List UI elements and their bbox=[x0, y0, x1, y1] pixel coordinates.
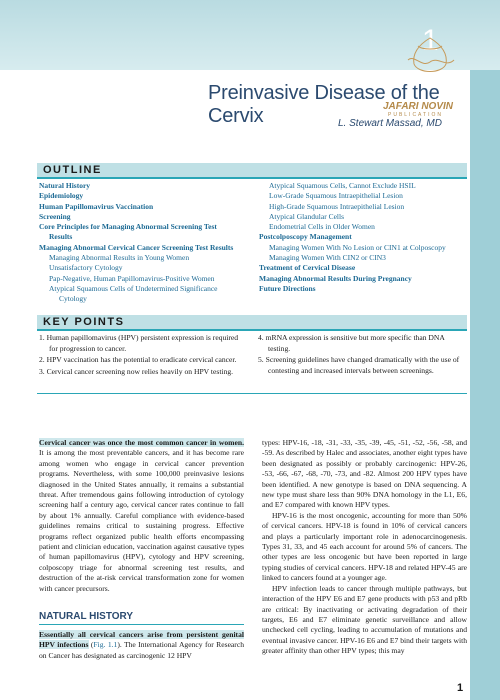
key-point: 2. HPV vaccination has the potential to eradicate cervical cancer. bbox=[39, 355, 237, 365]
outline-heading: OUTLINE bbox=[37, 163, 467, 179]
body-paragraph: HPV-16 is the most oncogenic, accounting for more than 50% of cervical cancers. HPV-18 is found in 10% of cervical cancers and plays a particularly important role in adenocarcinogenesis. Types 31, 33, and 45 each account for around 5% of cancers. The other types are less oncogenic but have been reported in large typing studies of cervical cancers. HPV-18 and related HPV-45 are linked to cancers found at a younger age. bbox=[262, 510, 467, 583]
outline-item[interactable]: Treatment of Cervical Disease bbox=[259, 263, 356, 273]
outline-item[interactable]: Atypical Squamous Cells, Cannot Exclude HSIL bbox=[269, 181, 416, 190]
key-points-column-1 bbox=[39, 333, 244, 378]
outline-item[interactable]: Epidemiology bbox=[39, 191, 84, 201]
outline-item[interactable]: Unsatisfactory Cytology bbox=[49, 263, 123, 273]
outline-item[interactable]: Postcolposcopy Management bbox=[259, 232, 352, 242]
outline-item[interactable]: Managing Abnormal Cervical Cancer Screening Test Results bbox=[39, 242, 234, 252]
intro-paragraph bbox=[39, 438, 244, 594]
publisher-seal-icon bbox=[400, 34, 460, 80]
key-point: 4. mRNA expression is sensitive but more specific than DNA testing. bbox=[258, 333, 445, 353]
outline-item[interactable]: Atypical Glandular Cells bbox=[269, 211, 344, 221]
chapter-title: Preinvasive Disease of the Cervix bbox=[208, 82, 440, 127]
figure-link[interactable]: Fig. 1.1 bbox=[93, 640, 118, 650]
outline-item[interactable]: Managing Women With CIN2 or CIN3 bbox=[269, 253, 386, 263]
outline-column-1 bbox=[39, 181, 259, 305]
body-paragraph: HPV infection leads to cancer through multiple pathways, but interaction of the HPV E6 and E7 gene products with p53 and pRb are critical: By inactivating or activating degradation of their targets, E6 and E7 eliminate genetic surveillance and allow unchecked cell cycling, leading to accumulation of mutations and eventual invasive cancer. HPV-16 E6 and E7 bind their targets with greater affinity than other HPV types; this may bbox=[262, 583, 467, 656]
outline-item[interactable]: Natural History bbox=[39, 181, 91, 190]
outline-item[interactable]: Managing Women With No Lesion or CIN1 at Colposcopy bbox=[269, 242, 446, 252]
section-heading-natural-history: NATURAL HISTORY bbox=[39, 611, 244, 625]
natural-history-lead: Essentially all cervical cancers arise from persistent genital HPV infections bbox=[39, 630, 244, 650]
key-point: 1. Human papillomavirus (HPV) persistent expression is required for progression to cancer. bbox=[39, 333, 239, 353]
outline-item[interactable]: Pap-Negative, Human Papillomavirus-Positive Women bbox=[49, 273, 215, 283]
outline-column-2 bbox=[259, 181, 469, 294]
body-column-left bbox=[39, 438, 244, 594]
outline-item[interactable]: Managing Abnormal Results During Pregnancy bbox=[259, 273, 412, 283]
outline-item[interactable]: Screening bbox=[39, 211, 71, 221]
outline-item[interactable]: Cytology bbox=[59, 294, 87, 304]
intro-lead: Cervical cancer was once the most common cancer in women. bbox=[39, 438, 244, 447]
publisher-watermark: JAFARI NOVIN bbox=[383, 101, 454, 112]
outline-item[interactable]: Future Directions bbox=[259, 283, 316, 293]
body-column-right bbox=[262, 438, 467, 657]
outline-item[interactable]: Managing Abnormal Results in Young Women bbox=[49, 253, 190, 263]
chapter-number: 1 bbox=[422, 24, 439, 57]
side-strip bbox=[470, 70, 500, 700]
author-name: L. Stewart Massad, MD bbox=[338, 118, 442, 129]
page-number: 1 bbox=[457, 682, 464, 694]
outline-item[interactable]: Endometrial Cells in Older Women bbox=[269, 222, 375, 232]
outline-item[interactable]: High-Grade Squamous Intraepithelial Lesion bbox=[269, 201, 405, 211]
outline-item[interactable]: Atypical Squamous Cells of Undetermined Significance bbox=[49, 283, 218, 293]
outline-item[interactable]: Results bbox=[49, 232, 73, 242]
key-point: 3. Cervical cancer screening now relies heavily on HPV testing. bbox=[39, 366, 234, 376]
outline-item[interactable]: Human Papillomavirus Vaccination bbox=[39, 201, 154, 211]
intro-text: It is among the most preventable cancers, and it has become rare among women who engage in cervical cancer prevention programs. Nevertheless, with some 100,000 preinvasive lesions diagnosed in the United States annually, it remains a substantial threat. After tremendous gains following introduction of cytology screening half a century ago, cervical cancer rates continue to fall by about 1% annually. Careful compliance with evidence-based guidelines remains critical to sustaining progress. Effective programs reflect organized public health efforts encompassing patient and clinician education, vaccination against causative types of human papillomavirus (HPV), cytology and HPV screening, colposcopy triage for abnormal screening test results, and destruction of the at-risk cervical transformation zone for women with cancer precursors. bbox=[39, 448, 244, 593]
natural-history-text: ). The International Agency for Research on Cancer has designated as carcinogenic 12 HPV bbox=[39, 640, 245, 660]
natural-history-paragraph: Essentially all cervical cancers arise from persistent genital HPV infections (Fig. 1.1). The International Agency for Research on Cancer has designated as carcinogenic 12 HPV bbox=[39, 630, 245, 660]
key-point: 5. Screening guidelines have changed dramatically with the use of contesting and increased intervals between screenings. bbox=[258, 355, 460, 375]
body-paragraph: types: HPV-16, -18, -31, -33, -35, -39, -45, -51, -52, -56, -58, and -59. As described by Halec and associates, another eight types have been designated as possibly or probably carcinogenic: HPV-26, -53, -66, -67, -68, -70, -73, and -82. Almost 200 HPV types have been identified. A new genotype is based on DNA sequencing. A new type must share less than 90% DNA homology in the L1, E6, and E7 compared with known HPV types. bbox=[262, 438, 467, 510]
key-points-heading: KEY POINTS bbox=[37, 315, 467, 331]
publisher-watermark-sub: PUBLICATION bbox=[388, 112, 443, 118]
key-points-column-2 bbox=[258, 333, 463, 377]
divider bbox=[37, 393, 467, 394]
outline-item[interactable]: Low-Grade Squamous Intraepithelial Lesion bbox=[269, 191, 403, 201]
outline-item[interactable]: Core Principles for Managing Abnormal Screening Test bbox=[39, 222, 217, 232]
